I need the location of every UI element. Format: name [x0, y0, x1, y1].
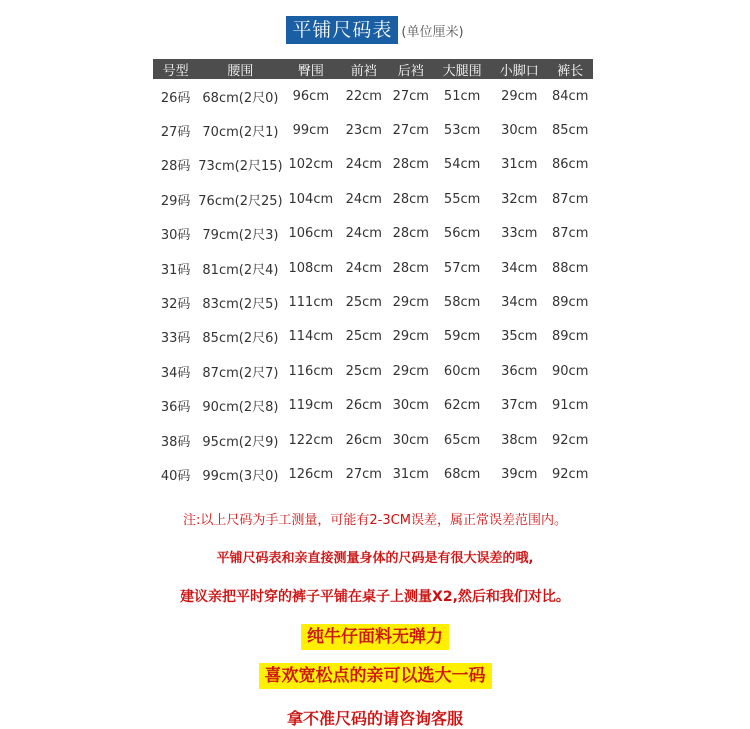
- column-header: 前裆: [339, 59, 388, 79]
- table-cell: 122cm: [288, 432, 334, 448]
- table-cell: 53cm: [443, 123, 481, 139]
- table-row: [153, 79, 593, 113]
- table-cell: 56cm: [443, 226, 481, 242]
- size-up-note: 喜欢宽松点的亲可以选大一码: [259, 663, 492, 689]
- table-cell: 28码: [160, 159, 191, 175]
- table-cell: 111cm: [288, 295, 334, 311]
- table-cell: 27cm: [392, 123, 429, 139]
- table-cell: 27cm: [345, 466, 382, 482]
- table-row: [153, 148, 593, 182]
- table-cell: 38cm: [501, 432, 538, 448]
- table-title: 平铺尺码表: [286, 16, 398, 44]
- table-cell: 29cm: [392, 295, 429, 311]
- size-up-note-row: [0, 663, 750, 689]
- table-row: [153, 113, 593, 147]
- table-cell: 39cm: [501, 466, 538, 482]
- table-row: [153, 423, 593, 457]
- table-row: [153, 457, 593, 491]
- table-body: [153, 79, 593, 492]
- table-cell: 84cm: [552, 88, 589, 104]
- title-row: [0, 16, 750, 44]
- table-cell: 70cm(2尺1): [202, 125, 279, 141]
- table-cell: 24cm: [345, 226, 382, 242]
- table-cell: 40码: [160, 468, 191, 484]
- table-cell: 99cm(3尺0): [202, 468, 279, 484]
- table-cell: 30cm: [392, 398, 429, 414]
- table-cell: 83cm(2尺5): [202, 297, 279, 313]
- table-cell: 68cm(2尺0): [202, 90, 279, 106]
- table-cell: 87cm: [552, 226, 589, 242]
- table-row: [153, 389, 593, 423]
- warning-note: 平铺尺码表和亲直接测量身体的尺码是有很大误差的哦,: [216, 551, 534, 566]
- measurement-note: 注:以上尺码为手工测量，可能有2-3CM误差，属正常误差范围内。: [183, 513, 567, 528]
- table-row: [153, 354, 593, 388]
- table-cell: 26cm: [345, 398, 382, 414]
- table-cell: 87cm: [552, 191, 589, 207]
- table-cell: 24cm: [345, 260, 382, 276]
- table-cell: 79cm(2尺3): [202, 228, 279, 244]
- table-cell: 25cm: [345, 329, 382, 345]
- table-cell: 92cm: [552, 466, 589, 482]
- table-row: [153, 182, 593, 216]
- table-cell: 58cm: [443, 295, 481, 311]
- table-cell: 29cm: [392, 363, 429, 379]
- table-cell: 95cm(2尺9): [202, 434, 279, 450]
- table-cell: 62cm: [443, 398, 481, 414]
- table-cell: 88cm: [552, 260, 589, 276]
- table-cell: 37cm: [501, 398, 538, 414]
- table-cell: 35cm: [501, 329, 538, 345]
- table-cell: 76cm(2尺25): [198, 193, 283, 209]
- table-cell: 38码: [160, 434, 191, 450]
- contact-service-note: 拿不准尺码的请咨询客服: [286, 709, 463, 728]
- table-cell: 31cm: [501, 157, 538, 173]
- table-cell: 25cm: [345, 295, 382, 311]
- table-cell: 89cm: [552, 329, 589, 345]
- table-cell: 34cm: [501, 260, 538, 276]
- table-cell: 36cm: [501, 363, 538, 379]
- table-cell: 36码: [160, 400, 191, 416]
- table-cell: 90cm: [552, 363, 589, 379]
- table-cell: 28cm: [392, 157, 429, 173]
- table-cell: 106cm: [288, 226, 334, 242]
- table-header-row: [153, 59, 593, 79]
- table-cell: 28cm: [392, 260, 429, 276]
- table-cell: 34cm: [501, 295, 538, 311]
- unit-label: (单位厘米): [401, 24, 464, 40]
- fabric-note-row: [0, 624, 750, 650]
- table-cell: 55cm: [443, 191, 481, 207]
- advice-note: 建议亲把平时穿的裤子平铺在桌子上测量X2,然后和我们对比。: [180, 589, 570, 605]
- table-cell: 30码: [160, 228, 191, 244]
- table-cell: 81cm(2尺4): [202, 262, 279, 278]
- table-cell: 89cm: [552, 295, 589, 311]
- table-cell: 57cm: [443, 260, 481, 276]
- table-cell: 119cm: [288, 398, 334, 414]
- table-cell: 28cm: [392, 191, 429, 207]
- table-cell: 96cm: [292, 88, 329, 104]
- column-header: 后裆: [388, 59, 433, 79]
- table-row: [153, 285, 593, 319]
- table-cell: 87cm(2尺7): [202, 365, 279, 381]
- table-cell: 29cm: [392, 329, 429, 345]
- table-row: [153, 217, 593, 251]
- table-cell: 104cm: [288, 191, 334, 207]
- table-cell: 65cm: [443, 432, 481, 448]
- table-cell: 116cm: [288, 363, 334, 379]
- table-cell: 24cm: [345, 191, 382, 207]
- table-cell: 28cm: [392, 226, 429, 242]
- column-header: 臀围: [283, 59, 339, 79]
- table-cell: 30cm: [501, 123, 538, 139]
- table-cell: 114cm: [288, 329, 334, 345]
- table-cell: 30cm: [392, 432, 429, 448]
- table-cell: 54cm: [443, 157, 481, 173]
- table-cell: 99cm: [292, 123, 329, 139]
- table-cell: 126cm: [288, 466, 334, 482]
- fabric-note: 纯牛仔面料无弹力: [301, 624, 449, 650]
- table-cell: 29cm: [501, 88, 538, 104]
- column-header: 大腿围: [433, 59, 491, 79]
- table-cell: 31cm: [392, 466, 429, 482]
- table-cell: 23cm: [345, 123, 382, 139]
- column-header: 腰围: [198, 59, 282, 79]
- table-cell: 92cm: [552, 432, 589, 448]
- table-cell: 73cm(2尺15): [198, 159, 283, 175]
- table-cell: 59cm: [443, 329, 481, 345]
- table-cell: 31码: [160, 262, 191, 278]
- table-cell: 27码: [160, 125, 191, 141]
- table-row: [153, 320, 593, 354]
- table-cell: 91cm: [552, 398, 589, 414]
- table-cell: 24cm: [345, 157, 382, 173]
- table-cell: 32码: [160, 297, 191, 313]
- table-cell: 34码: [160, 365, 191, 381]
- column-header: 小脚口: [491, 59, 547, 79]
- table-cell: 85cm(2尺6): [202, 331, 279, 347]
- table-cell: 27cm: [392, 88, 429, 104]
- table-cell: 22cm: [345, 88, 382, 104]
- column-header: 号型: [153, 59, 198, 79]
- table-cell: 86cm: [552, 157, 589, 173]
- column-header: 裤长: [547, 59, 593, 79]
- table-row: [153, 251, 593, 285]
- size-table: [153, 59, 593, 492]
- table-cell: 108cm: [288, 260, 334, 276]
- table-cell: 68cm: [443, 466, 481, 482]
- table-cell: 25cm: [345, 363, 382, 379]
- table-cell: 33码: [160, 331, 191, 347]
- table-cell: 29码: [160, 193, 191, 209]
- table-cell: 26cm: [345, 432, 382, 448]
- table-cell: 32cm: [501, 191, 538, 207]
- table-cell: 33cm: [501, 226, 538, 242]
- table-cell: 90cm(2尺8): [202, 400, 279, 416]
- table-cell: 85cm: [552, 123, 589, 139]
- table-cell: 102cm: [288, 157, 334, 173]
- table-cell: 26码: [160, 90, 191, 106]
- table-cell: 60cm: [443, 363, 481, 379]
- table-cell: 51cm: [443, 88, 481, 104]
